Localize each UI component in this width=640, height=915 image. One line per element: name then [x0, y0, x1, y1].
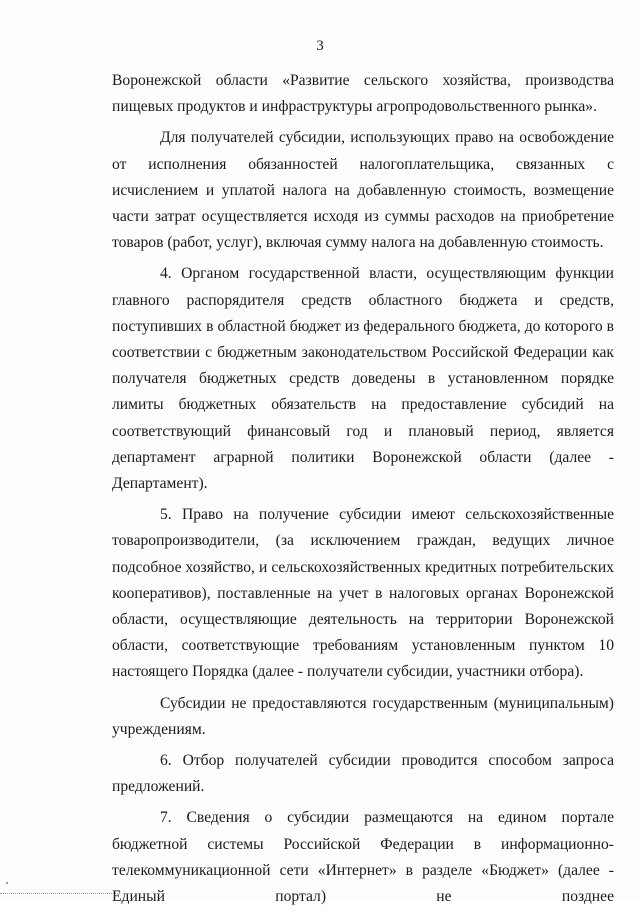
paragraph-vat-exemption: Для получателей субсидии, использующих право на освобождение от исполнения обязанностей налогоплательщика, связанных с исчислением и уплатой налога на добавленную стоимость, возмещение части затрат осуществляется исходя из суммы расходов на приобретение товаров (работ, услуг), включая сумму налога на добавленную стоимость. [112, 129, 614, 252]
scan-artifact-line [0, 893, 120, 896]
document-body [112, 68, 614, 915]
page-number: 3 [316, 38, 324, 54]
paragraph-no-subsidies: Субсидии не предоставляются государственным (муниципальным) учреждениям. [112, 694, 614, 738]
paragraph-item-6: 6. Отбор получателей субсидии проводится способом запроса предложений. [112, 752, 614, 796]
paragraph-item-4: 4. Органом государственной власти, осуществляющим функции главного распорядителя средств областного бюджета и средств, поступивших в областной бюджет из федерального бюджета, до которого в соответствии с бюджетным законодательством Российской Федерации как получателя бюджетных средств доведены в установленном порядке лимиты бюджетных обязательств на предоставление субсидий на соответствующий финансовый год и плановый период, является департамент аграрной политики Воронежской области (далее - Департамент). [112, 265, 614, 493]
paragraph-item-5: 5. Право на получение субсидии имеют сельскохозяйственные товаропроизводители, (за исключением граждан, ведущих личное подсобное хозяйство, и сельскохозяйственных кредитных потребительских кооперативов), поставленные на учет в налоговых органах Воронежской области, осуществляющие деятельность на территории Воронежской области, соответствующие требованиям установленным пунктом 10 настоящего Порядка (далее - получатели субсидии, участники отбора). [112, 506, 614, 681]
scan-artifact-dot [6, 882, 8, 884]
paragraph-intro-continuation: Воронежской области «Развитие сельского хозяйства, производства пищевых продуктов и инфраструктуры агропродовольственного рынка». [112, 72, 614, 116]
paragraph-item-7: 7. Сведения о субсидии размещаются на едином портале бюджетной системы Российской Федерации в информационно-телекоммуникационной сети «Интернет» в разделе «Бюджет» (далее - Единый портал) не позднее [112, 809, 614, 906]
